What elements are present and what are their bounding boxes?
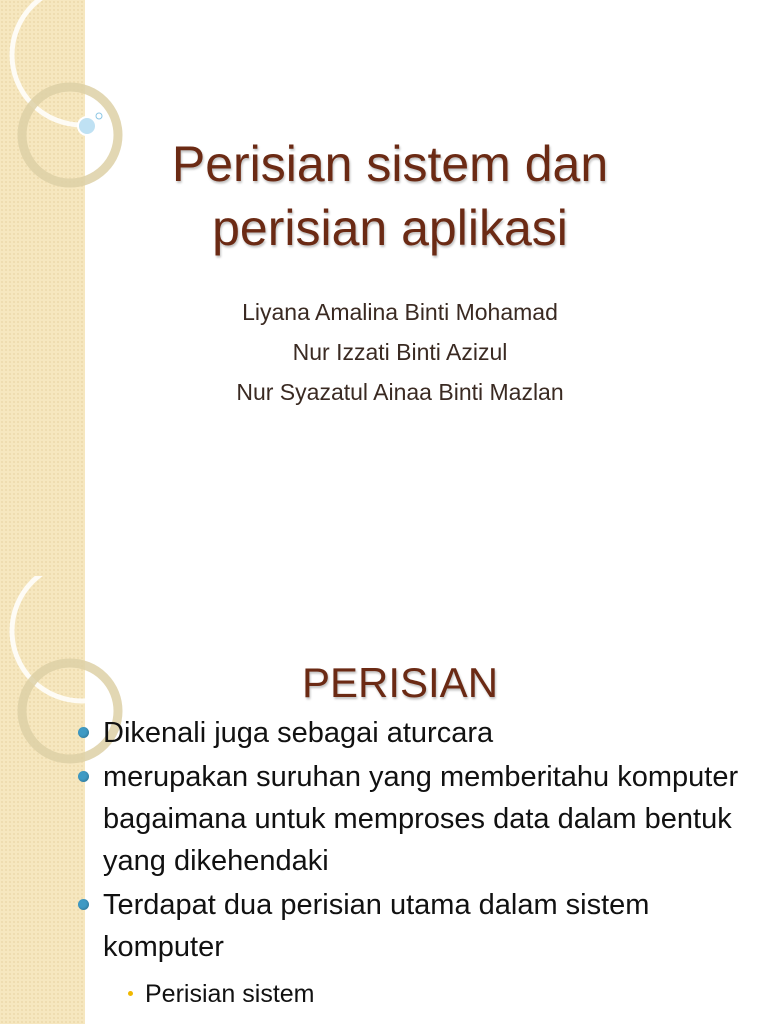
- decorative-rings: [0, 0, 160, 576]
- slide-title: PERISIAN: [301, 658, 499, 706]
- bullet-text: merupakan suruhan yang memberitahu komputer bagaimana untuk memproses data dalam bentuk yang dikehendaki: [103, 761, 739, 877]
- sub-bullet-list: [125, 976, 725, 1012]
- bullet-list: [78, 712, 758, 970]
- author-list: [140, 292, 660, 412]
- sub-bullet-item: [125, 976, 725, 1012]
- content-slide: [0, 576, 768, 1024]
- bullet-text: Terdapat dua perisian utama dalam sistem komputer: [103, 889, 650, 963]
- bullet-item: [78, 756, 758, 882]
- bullet-icon: [78, 899, 89, 910]
- bullet-item: [78, 712, 758, 754]
- bullet-icon: [78, 771, 89, 782]
- sub-bullet-icon: [128, 991, 133, 996]
- bullet-text: Dikenali juga sebagai aturcara: [103, 717, 494, 749]
- bullet-item: [78, 884, 758, 968]
- author-name: Liyana Amalina Binti Mohamad: [242, 299, 558, 325]
- author-name: Nur Syazatul Ainaa Binti Mazlan: [236, 379, 564, 405]
- slide-title: Perisian sistem dan perisian aplikasi: [171, 135, 609, 256]
- bullet-icon: [78, 727, 89, 738]
- author-name: Nur Izzati Binti Azizul: [292, 339, 508, 365]
- sub-bullet-text: Perisian sistem: [145, 980, 315, 1008]
